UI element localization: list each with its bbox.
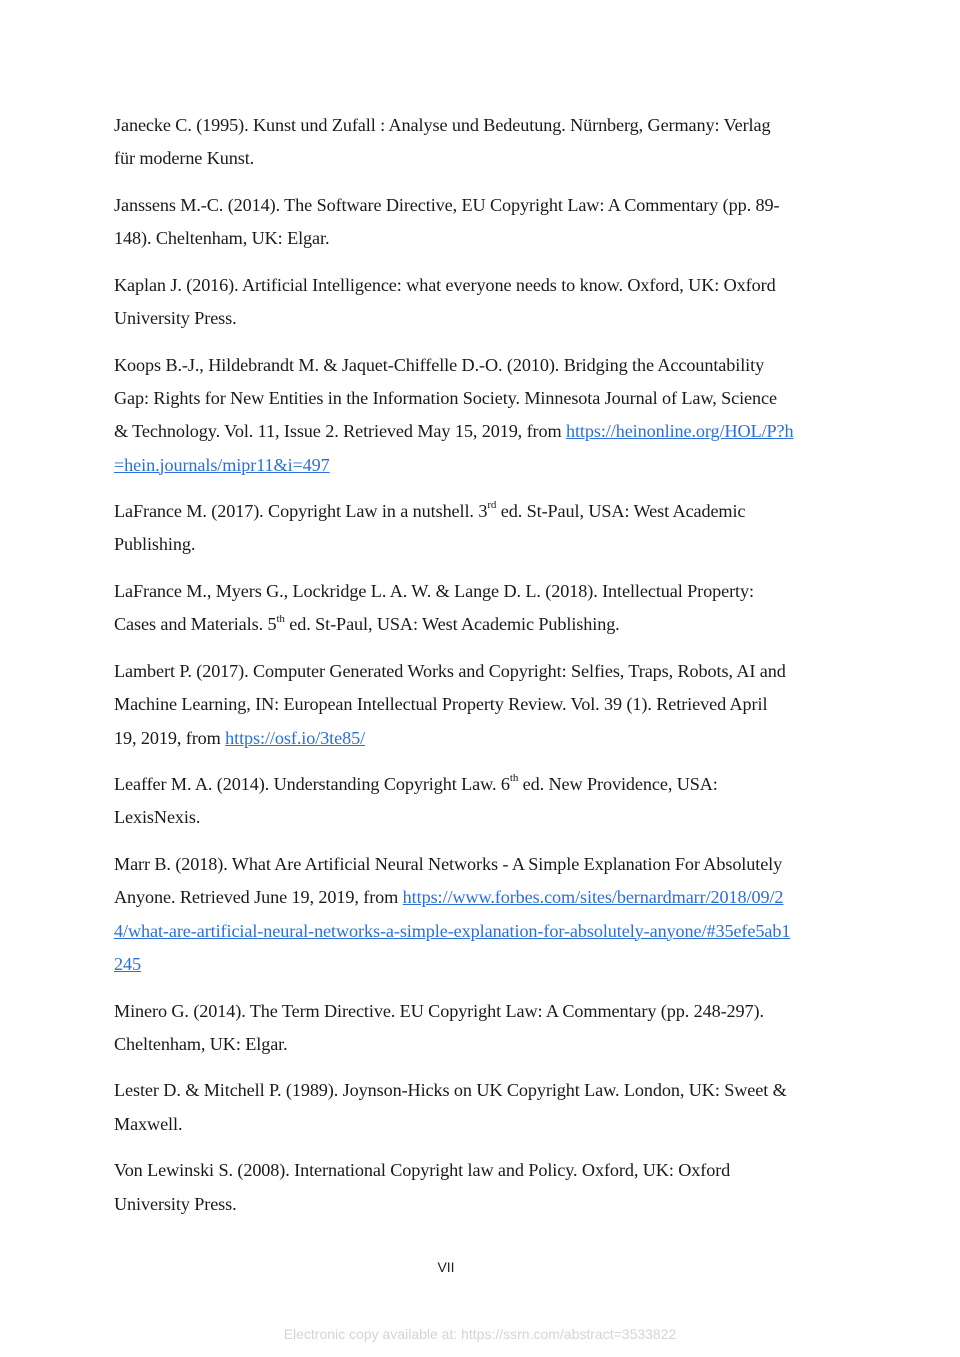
reference-text: Lester D. & Mitchell P. (1989). Joynson-Hicks on UK Copyright Law. London, UK: Sweet & Maxwell. <box>114 1080 787 1134</box>
reference-item <box>114 269 794 336</box>
reference-item <box>114 189 794 256</box>
reference-item <box>114 109 794 176</box>
ssrn-footer: Electronic copy available at: https://ssrn.com/abstract=3533822 <box>283 1326 677 1342</box>
reference-item <box>114 768 794 835</box>
reference-item <box>114 1154 794 1221</box>
reference-text: LaFrance M. (2017). Copyright Law in a nutshell. 3 <box>114 501 488 522</box>
reference-text: Kaplan J. (2016). Artificial Intelligence: what everyone needs to know. Oxford, UK: Oxford University Press. <box>114 274 776 329</box>
reference-text: Minero G. (2014). The Term Directive. EU Copyright Law: A Commentary (pp. 248-297). Cheltenham, UK: Elgar. <box>114 1000 764 1054</box>
reference-item <box>114 575 794 642</box>
reference-item <box>114 495 794 562</box>
reference-list <box>114 109 794 1234</box>
reference-item <box>114 1074 794 1141</box>
ordinal-superscript: rd <box>487 499 497 512</box>
reference-text: Leaffer M. A. (2014). Understanding Copyright Law. 6 <box>114 774 510 795</box>
reference-text: Von Lewinski S. (2008). International Copyright law and Policy. Oxford, UK: Oxford University Press. <box>114 1160 731 1214</box>
ordinal-superscript: th <box>509 772 519 785</box>
reference-text: Marr B. (2018). What Are Artificial Neural Networks - A Simple Explanation For Absolutely Anyone. Retrieved June 19, 2019, from <box>114 854 783 908</box>
reference-text: Koops B.-J., Hildebrandt M. & Jaquet-Chiffelle D.-O. (2010). Bridging the Accountability Gap: Rights for New Entities in the Information Society. Minnesota Journal of Law, Science & Technology. Vol. 11, Issue 2. Retrieved May 15, 2019, from <box>114 354 777 442</box>
reference-item <box>114 995 794 1062</box>
reference-item <box>114 349 794 482</box>
reference-item <box>114 655 794 755</box>
reference-text: LaFrance M., Myers G., Lockridge L. A. W. & Lange D. L. (2018). Intellectual Property: Cases and Materials. 5 <box>114 581 754 635</box>
reference-item <box>114 848 794 981</box>
ordinal-superscript: th <box>276 612 285 625</box>
reference-text: Janecke C. (1995). Kunst und Zufall : Analyse und Bedeutung. Nürnberg, Germany: Verlag für moderne Kunst. <box>114 115 771 169</box>
reference-text: Janssens M.-C. (2014). The Software Directive, EU Copyright Law: A Commentary (pp. 89-148). Cheltenham, UK: Elgar. <box>114 194 780 249</box>
reference-link[interactable]: https://www.forbes.com/sites/bernardmarr/2018/09/24/what-are-artificial-neural-networks-a-simple-explanation-for-absolutely-anyone/#35efe5ab1245 <box>114 887 791 974</box>
page-number: VII <box>437 1259 455 1275</box>
reference-text: ed. St-Paul, USA: West Academic Publishing. <box>284 614 620 635</box>
reference-text: ed. New Providence, USA: LexisNexis. <box>114 774 718 828</box>
reference-text: ed. St-Paul, USA: West Academic Publishing. <box>114 501 746 555</box>
reference-text: Lambert P. (2017). Computer Generated Works and Copyright: Selfies, Traps, Robots, AI and Machine Learning, IN: European Intellectual Property Review. Vol. 39 (1). Retrieved April 19, 2019, from <box>114 660 786 748</box>
reference-link[interactable]: https://heinonline.org/HOL/P?h=hein.journals/mipr11&i=497 <box>114 421 794 475</box>
reference-link[interactable]: https://osf.io/3te85/ <box>225 727 366 748</box>
